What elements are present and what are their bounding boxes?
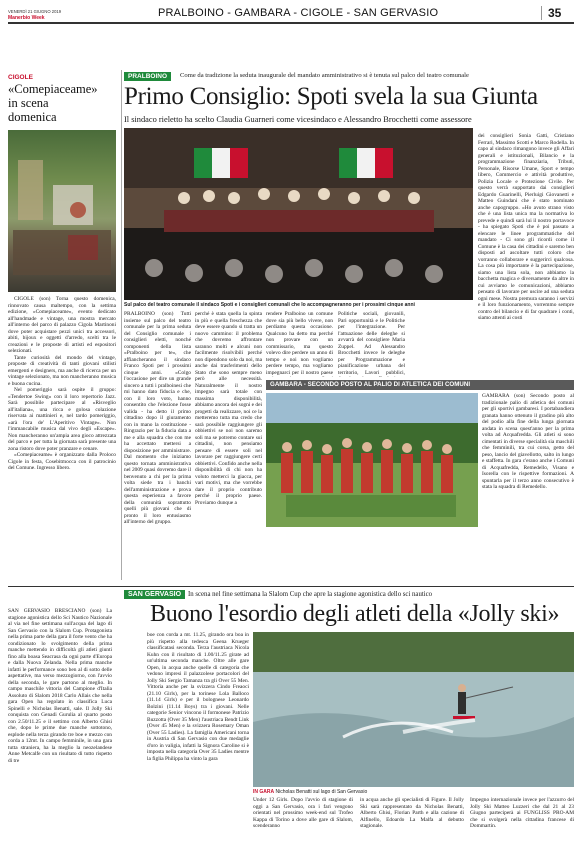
sangervasio-col4: in acqua anche gli specialisti di Figure. Il Jolly Ski sarà rappresentato da Nicholas Benatti, Alberto Ghisi, Florian Parth e alla cazione di Alfinello, Edoardo La Malfa al debutto stagionale. <box>360 797 464 829</box>
section-title: PRALBOINO - GAMBARA - CIGOLE - SAN GERVASIO <box>158 7 439 19</box>
italian-flag-left <box>194 148 248 178</box>
waterski-photo-art <box>253 632 574 787</box>
pralboino-photo-caption: Sul palco del teatro comunale il sindaco Spoti e i consiglieri comunali che lo accompagneranno per i prossimi cinque anni <box>124 302 415 308</box>
cigole-paragraph: Nel pomeriggio sarà ospite il gruppo: «Tendertoe Swing» con il loro repertorio Jazz. Sarà possibile partecipare al «Risveglio all'italiana», una ricca e golosa colazione riservata ai mattinieri e, nel tardo pomeriggio, «arà l'ora de' L'Aperitivo Vintage». Non l'immancabile musica dal vivo degli «Escape». Non mancheranno un'ampia area gioco attrezzata del parco e per tutta la giornata sarà presente una zona ristoro dove poter pranzare e cenare. <box>8 387 116 452</box>
sangervasio-col2: boe con corda a mt. 11.25, girando ora boa in più rispetto alla tedesca Geena Krueger classificatasi seconda. Terza l'austriaca Nicola Kuhn con il risultato di 1.00/11.25 girate ad un'ultima seconda manche. Oltre alle gare Open, in acqua anche quelle di categoria che vedono impresi il palazzolese portacolori del Jolly Ski Sergio Tamanza tra gli Over 55 Men. Vittoria anche per la svizzera Cindo Freaoci (21.10 Girls), per la torinese Lola Balloco (11.14 Girls) e per il bolognese Leonardo Bolzini (11.14 Boys) tra i giovani. Nelle categorie Senior vincono il formonese Patrizio Buzzotta (Over 35 Men) l'austriaca Bendt Link (Over 45 Men) e la svizzera Rosemary Oman (Over 55 Ladies). La famiglia Americani torna in Austria di San Gervasio con due medaglie d'oro in valigia, infatti la Signora Caroline si è imposta nella categoria Over 35 Ladies mentre la figlia Philippa ha vinto la gara <box>147 632 249 762</box>
sangervasio-col3: Under 12 Girls. Dopo l'avvio di stagione di oggi a San Gervasio, ora i fari vengono orientati nel prossimo week-end sul Trofeo Kappa di Torino a dove alle gare di Slalom, scenderanno <box>253 797 353 829</box>
cigole-headline <box>8 82 116 124</box>
page-number: 35 <box>548 6 562 20</box>
masthead-paper: Manerbio Week <box>8 15 45 21</box>
cigole-photo-art <box>8 130 116 292</box>
masthead-rule <box>8 22 574 24</box>
pralboino-col1: PRALBOINO (son) Tutti insieme sul palco del teatro comunale per la prima seduta del Consiglio comunale i consiglieri eletti, nonché componenti della lista «Pralboino per te», che affiancheranno il sindaco Franco Spoti per i prossimi cinque anni. «Colgo l'occasione per dire un grande sincero a tutti i pralboinesi che mi hanno dato fiducia e che, con il loro voto, hanno consentito che l'elezione fosse valida - ha detto il primo cittadino dopo il giuramento con in mano la costituzione - Ringrazio per la fiducia data a me e alla squadra che con me ha accettato mettersi a disposizione per amministrare. Dal momento che iniziamo questo tornata amministrativa nel 2009 quasi dovremo dare il benvenuto a chi per la prima volta siede tra i banchi dell'amministrazione e prova questa esperienza a favore della comunità soprattutto quelli più giovani che di pronto il loro entusiasmo all'interno del gruppo. <box>124 311 191 525</box>
cigole-photo <box>8 130 116 292</box>
italian-flag-right <box>339 148 393 178</box>
photo-caption-text: Nicholas Benatti sul lago di San Gervasio <box>275 789 368 795</box>
sangervasio-col1: SAN GERVASIO BRESCIANO (son) La stagione agonistica dello Sci Nautico Nazionale al via nel fine settimana sull'acqua del lago di San Gervasio con la Slalom Cup. Protagonista nella prima parte della gara il forte vento che ha condizionato lo svolgimento della prima manche mettendo in difficoltà gli atleti giunti fino alla boasa Seacrasa da ogni parte d'Europa e dalla Nuova Zelanda. Nella prima manche infatti le performance sono ben al di sotto delle aspettative, ma verso mezzogiorno, con l'avvio della seconda, le gare partono al meglio. In campo maschile vittoria del Campione d'Italia Assoluto di Slalom 2018 Carlo Allais che nella gara Open ha regolato in classifica Luca Spinelli e Nicholas Benatti, sale. Il Jolly Ski conquista con Genadi Gurulia al quarto posto con 2.50/11.25 e il settimo con Alberto Ghisi che, dopo le prime due manche sottotono, esplode nella terza girando tre boe e mezzo con corda a 12mt. In campo femminile, in una gara tutta straniera, ha la meglio la neozelandese Anne Metcalfe con un risultato di tutto rispetto di tre <box>8 608 112 764</box>
gambara-body: GAMBARA (son) Secondo posto al tradizionale palio di atletica dei comuni per gli sportivi gambaresi. I portabandiera granata hanno ottenuto il gradino più alto del podio alla fine della lunga giornata andata in scena quest'anno per la prima volta ad Acquafredda. Gli atleti si sono cimentati in diverse specialità sia maschili che femminili, tra cui corsa, getto del peso, lancio del giavellotto, salto in lungo e staffetta. In gara c'erano anche i Comuni di Acquafredda, Remedello, Visano e Isorella con le rispettive formazioni. A spuntarla per il terzo anno consecutivo è stata la squadra di Remedello. <box>482 393 574 490</box>
sangervasio-photo <box>253 632 574 787</box>
sangervasio-photo-caption <box>253 789 574 795</box>
cigole-headline-line3: domenica <box>8 110 57 124</box>
column-divider <box>121 70 122 580</box>
cigole-kicker: CIGOLE <box>8 74 33 81</box>
sangervasio-headline: Buono l'esordio degli atleti della «Jolly ski» <box>150 601 560 627</box>
cigole-paragraph: Tante curiosità del mondo del vintage, proposte di creatività di tanti giovani stilisti emergenti e designers, ma anche di ricerca per un vintage selezionato, ma non mancheranno musica e buona cucina. <box>8 354 116 387</box>
pralboino-headline: Primo Consiglio: Spoti svela la sua Giunta <box>124 83 538 110</box>
cigole-headline-line1: «Comepiaceame» <box>8 82 98 96</box>
council-photo-art <box>124 128 473 300</box>
gambara-banner: GAMBARA - SECONDO POSTO AL PALIO DI ATLETICA DEI COMUNI <box>266 380 574 390</box>
pralboino-kicker: Come da tradizione la seduta inaugurale del mandato amministrativo si è tenuta sul palco del teatro comunale <box>180 72 469 79</box>
pralboino-photo <box>124 128 473 300</box>
pralboino-col3: rendere Pralboino un comune dove sia più bello vivere, non perdiamo questa occasione. Qualcuno ha detto ma perché non provare con un commissario, ma questo volevo dire perdere un anno di tempo e noi non vogliamo perdere tempo, ma vogliamo impegnarci per il nostro paese <box>266 311 333 376</box>
cigole-headline-line2: in scena <box>8 96 49 110</box>
page-divider <box>541 6 542 20</box>
sangervasio-label: SAN GERVASIO <box>124 590 185 599</box>
athletes-photo-art <box>266 393 478 527</box>
sangervasio-kicker: In scena nel fine settimana la Slalom Cup che apre la stagione agonistica dello sci nautico <box>188 591 433 598</box>
photo-caption-tag: IN GARA <box>253 789 275 795</box>
pralboino-subhead: Il sindaco rieletto ha scelto Claudia Guarneri come vicesindaco e Alessandro Brocchetti come assessore <box>124 115 472 124</box>
pralboino-col5: dei consiglieri Sonia Gatti, Cristiano Ferrari, Massimo Scotti e Marco Rodella. In capo al sindaco rimangono invece gli Affari generali e istituzionali, Bilancio e la programmazione finanziaria, Tributi, Personale, Risorse Umane, Sport e tempo libero, Commercio e attività produttive, Polizia Locale e Protezione Civile. Per questo verrà supportato dai consiglieri Edgardo Guarinelli, Pierluigi Giovanetti e Matteo Guindani che è stato nominato anche capogruppo. «Ho avuto strano visto che è una lista unica ma la normativa lo prevede e quindi sarà lui il nostro portavoce - ha spiegato Spoti che è poi passato a elencare le linee programmatiche del mandato - Ci sono gli ricordi come il Comune è la casa dei cittadini e saremo ben disposti ad ascoltare tutti coloro che vorranno collaborare e suggerirci qualcosa. La cosa più importante è la partecipazione, siamo una lista sola, non abbiamo la bacchetta magica e diversamente da altre in cui avviamo le comunicazioni, abbiamo pensato di lavorare per uscire ad una seduta ogni mese. Nostra premura saranno i servizi e il loro funzionamento, vorremmo sempre contro del bilancio e di far quadrare i conti, siamo attenti ai costi <box>478 133 574 321</box>
cigole-paragraph: CIGOLE (son) Torna questo domenica, rinnovato causa maltempo, con la settima edizione, «Comepiaceame», evento dedicato all'handmade e vintage, una mostra mercato all'interno del parco di palazzo Cigola Martinoni dove poter acquistare pezzi unici tra accessori, abiti, bijoux e oggetti d'arredo, scelti tra le creazioni e le proposte di artisti ed espositori selezionati. <box>8 296 116 354</box>
pralboino-label: PRALBOINO <box>124 72 171 81</box>
cigole-paragraph: «Comepiaceame» è organizzato dalla Proloco Cigole in festa, Cosebitmocca con il patrocinio del Comune. Ingresso libero. <box>8 452 116 471</box>
pralboino-col2: perché è stata quella la spinta in più e quella freschezza che deve essere quando si tratta un nuovo cammino: il problema che dovremo affrontare saranno molti e alcuni non facilmente risolvibili perché non dipendono solo da noi, ma anche dai trasferimenti dello Stato che sono sempre meno però alle necessità. Naturalmente il nostro impegno sarà totale con massima disponibilità, abbiamo ancora dei sogni e dei progetti da realizzare, noi ce la metteremo tutta ma credo che sarà possibile raggiungere gli obbiettivi se noi non saremo soli ma se potremo contare sui cittadini, non pensiamo pensare di essere soli nel lavorare per raggiungere certi obbiettivi. Confido anche nella disponibilità di chi non ha voluto metterci la giacca, per vari motivi, ma che vorrebbe dare il proprio contributo perché il proprio paese. Proviamo dunque a <box>195 311 262 506</box>
sangervasio-col5: Impegno internazionale invece per l'azzurro del Jolly Ski Matteo Luzzeri che dal 21 al 23 Giugno parteciperà ai FUNGLISS PRO-AM che si svolgerà nella cittadina francese di Dommartin. <box>470 797 574 829</box>
masthead-date: VENERDÌ 21 GIUGNO 2019 <box>8 9 62 14</box>
pralboino-col4: Politiche sociali, giovanili, Pari opportunità e le Politiche per l'integrazione. Per l'attuazione delle deleghe si avvarrà del consigliere Maria Zuppel. Ad Alessandro Brocchetti invece le deleghe per Programmazione e pianificazione urbana del territorio, Lavori pubblici, <box>338 311 405 376</box>
gambara-photo <box>266 393 478 527</box>
section-rule <box>8 586 574 587</box>
